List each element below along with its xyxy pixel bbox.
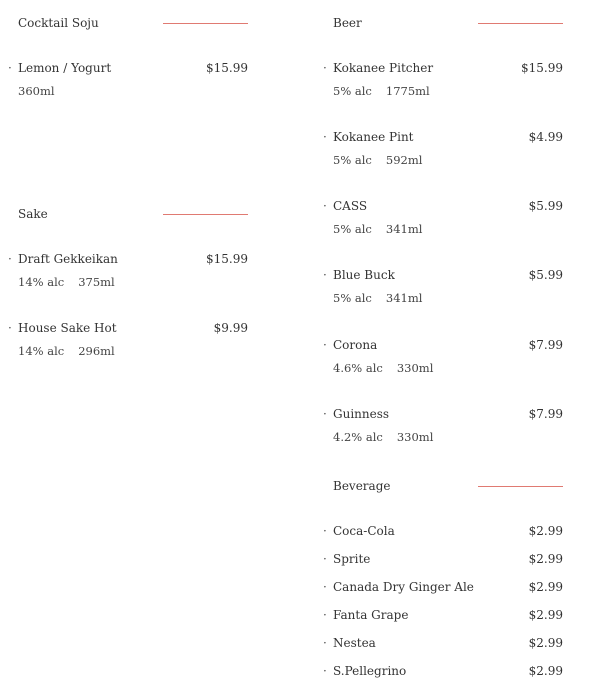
item-price: $2.99 [528, 524, 563, 538]
bullet-icon: · [8, 252, 12, 266]
item-alcohol: 5% alc [333, 84, 372, 98]
item-volume: 330ml [396, 430, 434, 444]
item-price: $4.99 [528, 130, 563, 144]
item-name: Guinness [333, 407, 390, 421]
bullet-icon: · [323, 636, 327, 650]
item-alcohol: 5% alc [333, 222, 372, 236]
item-price: $2.99 [528, 664, 563, 678]
item-price: $15.99 [206, 61, 248, 75]
item-name: Coca-Cola [333, 524, 395, 538]
section-title: Beverage [333, 479, 391, 493]
item-alcohol: 5% alc [333, 153, 372, 167]
item-details [18, 84, 55, 98]
item-price: $2.99 [528, 580, 563, 594]
item-volume: 296ml [78, 344, 115, 358]
bullet-icon: · [8, 321, 12, 335]
section-title: Sake [18, 207, 48, 221]
bullet-icon: · [323, 580, 327, 594]
item-price: $2.99 [528, 636, 563, 650]
item-price: $7.99 [528, 407, 563, 421]
section-divider [163, 214, 248, 215]
item-alcohol: 14% alc [18, 344, 65, 358]
bullet-icon: · [323, 552, 327, 566]
item-price: $2.99 [528, 552, 563, 566]
item-name: CASS [333, 199, 368, 213]
item-name: Lemon / Yogurt [18, 61, 112, 75]
item-details [18, 275, 115, 289]
item-name: Fanta Grape [333, 608, 409, 622]
item-details [333, 84, 430, 98]
item-volume: 360ml [18, 84, 55, 98]
section-header-cocktail-soju [0, 16, 250, 36]
item-price: $15.99 [206, 252, 248, 266]
item-name: S.Pellegrino [333, 664, 407, 678]
section-divider [478, 23, 563, 24]
item-price: $5.99 [528, 199, 563, 213]
item-name: House Sake Hot [18, 321, 117, 335]
item-volume: 341ml [385, 222, 423, 236]
item-price: $2.99 [528, 608, 563, 622]
bullet-icon: · [323, 268, 327, 282]
bullet-icon: · [323, 130, 327, 144]
item-price: $7.99 [528, 338, 563, 352]
item-volume: 341ml [385, 291, 423, 305]
item-details [333, 430, 433, 444]
item-name: Sprite [333, 552, 371, 566]
item-name: Canada Dry Ginger Ale [333, 580, 474, 594]
section-header-beverage [315, 479, 565, 499]
item-name: Kokanee Pint [333, 130, 414, 144]
section-title: Beer [333, 16, 362, 30]
bullet-icon: · [323, 608, 327, 622]
item-price: $9.99 [213, 321, 248, 335]
bullet-icon: · [323, 338, 327, 352]
section-header-beer [315, 16, 565, 36]
bullet-icon: · [323, 524, 327, 538]
bullet-icon: · [323, 407, 327, 421]
item-details [18, 344, 115, 358]
section-divider [478, 486, 563, 487]
item-volume: 330ml [396, 361, 434, 375]
section-header-sake [0, 207, 250, 227]
item-name: Nestea [333, 636, 376, 650]
item-price: $15.99 [521, 61, 563, 75]
item-name: Draft Gekkeikan [18, 252, 118, 266]
item-volume: 592ml [385, 153, 423, 167]
item-alcohol: 14% alc [18, 275, 65, 289]
bullet-icon: · [8, 61, 12, 75]
item-alcohol: 4.6% alc [333, 361, 383, 375]
item-name: Kokanee Pitcher [333, 61, 434, 75]
bullet-icon: · [323, 199, 327, 213]
bullet-icon: · [323, 61, 327, 75]
item-details [333, 361, 433, 375]
item-alcohol: 4.2% alc [333, 430, 383, 444]
section-title: Cocktail Soju [18, 16, 99, 30]
bullet-icon: · [323, 664, 327, 678]
item-volume: 375ml [78, 275, 115, 289]
item-alcohol: 5% alc [333, 291, 372, 305]
item-details [333, 222, 422, 236]
item-details [333, 291, 422, 305]
item-details [333, 153, 422, 167]
section-divider [163, 23, 248, 24]
item-name: Blue Buck [333, 268, 395, 282]
item-volume: 1775ml [385, 84, 430, 98]
item-price: $5.99 [528, 268, 563, 282]
item-name: Corona [333, 338, 378, 352]
